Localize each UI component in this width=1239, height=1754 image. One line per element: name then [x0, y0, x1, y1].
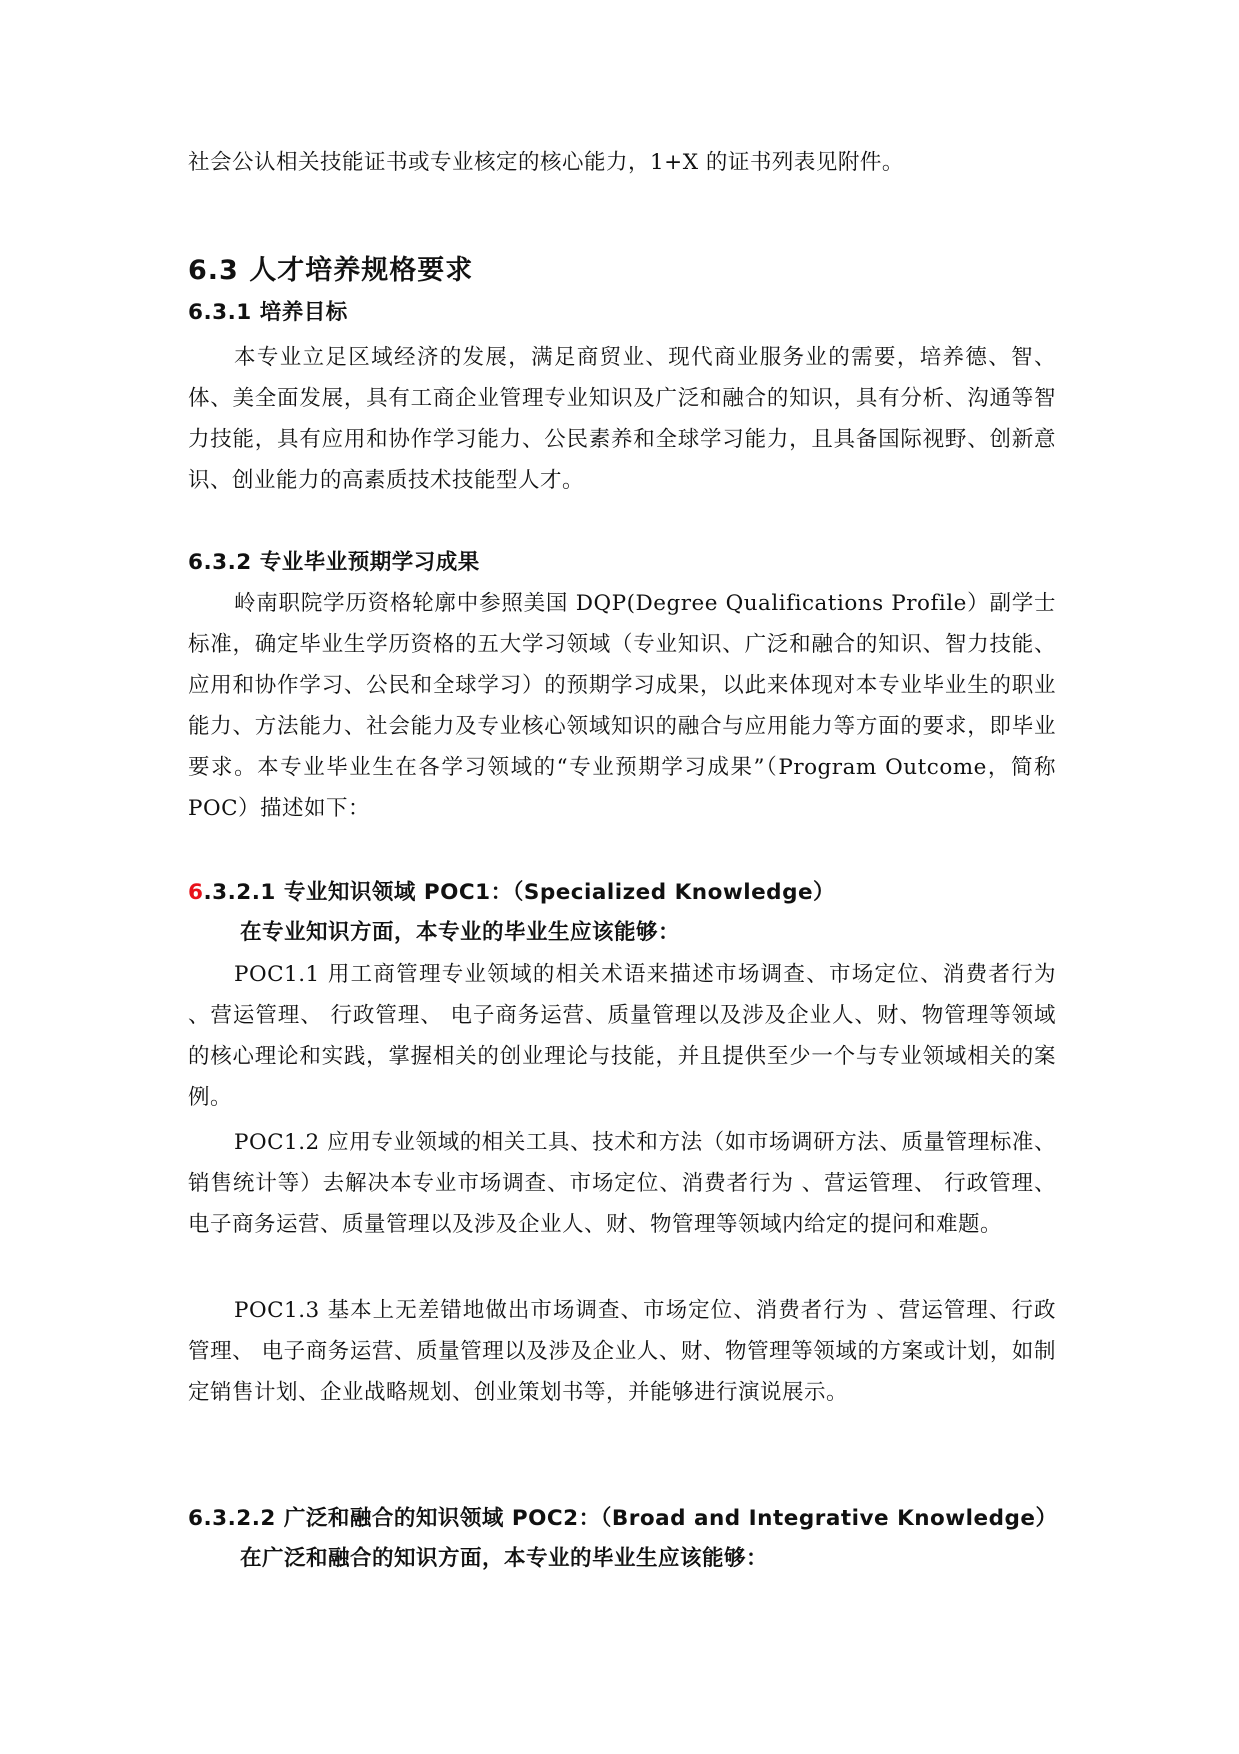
section-6-3-1-heading: 6.3.1 培养目标: [188, 300, 348, 325]
poc1-1-paragraph: POC1.1 用工商管理专业领域的相关术语来描述市场调查、市场定位、消费者行为 、营运管理、 行政管理、 电子商务运营、质量管理以及涉及企业人、财、物管理等领域的核心理论和实践，掌握相关的创业理论与技能，并且提供至少一个与专业领域相关的案例。: [188, 962, 1056, 1110]
expected-outcomes-paragraph: 岭南职院学历资格轮廓中参照美国 DQP(Degree Qualifications Profile）副学士标准，确定毕业生学历资格的五大学习领域（专业知识、广泛和融合的知识、智力技能、应用和协作学习、公民和全球学习）的预期学习成果，以此来体现对本专业毕业生的职业能力、方法能力、社会能力及专业核心领域知识的融合与应用能力等方面的要求，即毕业要求。本专业毕业生在各学习领域的“专业预期学习成果”（Program Outcome，简称 POC）描述如下：: [188, 591, 1056, 821]
training-goal-paragraph: 本专业立足区域经济的发展，满足商贸业、现代商业服务业的需要，培养德、智、体、美全面发展，具有工商企业管理专业知识及广泛和融合的知识，具有分析、沟通等智力技能，具有应用和协作学习能力、公民素养和全球学习能力，且具备国际视野、创新意识、创业能力的高素质技术技能型人才。: [188, 345, 1056, 493]
section-6-3-2-heading: 6.3.2 专业毕业预期学习成果: [188, 550, 480, 575]
heading-text: .3.2.1 专业知识领域 POC1：（Specialized Knowledge）: [203, 880, 836, 905]
poc1-lead-text: 在专业知识方面，本专业的毕业生应该能够：: [240, 920, 681, 945]
poc2-lead-text: 在广泛和融合的知识方面，本专业的毕业生应该能够：: [240, 1546, 769, 1571]
section-6-3-2-1-heading: [188, 878, 835, 908]
section-6-3-2-2-heading: 6.3.2.2 广泛和融合的知识领域 POC2：（Broad and Integrative Knowledge）: [188, 1506, 1058, 1531]
heading-red-prefix: 6: [188, 880, 204, 905]
section-6-3-heading: 6.3 人才培养规格要求: [188, 255, 474, 286]
intro-paragraph: 社会公认相关技能证书或专业核定的核心能力，1+X 的证书列表见附件。: [188, 150, 904, 175]
poc1-2-paragraph: POC1.2 应用专业领域的相关工具、技术和方法（如市场调研方法、质量管理标准、销售统计等）去解决本专业市场调查、市场定位、消费者行为 、营运管理、 行政管理、 电子商务运营、质量管理以及涉及企业人、财、物管理等领域内给定的提问和难题。: [188, 1130, 1056, 1237]
poc1-3-paragraph: POC1.3 基本上无差错地做出市场调查、市场定位、消费者行为 、营运管理、行政管理、 电子商务运营、质量管理以及涉及企业人、财、物管理等领域的方案或计划，如制定销售计划、企业战略规划、创业策划书等，并能够进行演说展示。: [188, 1298, 1056, 1405]
